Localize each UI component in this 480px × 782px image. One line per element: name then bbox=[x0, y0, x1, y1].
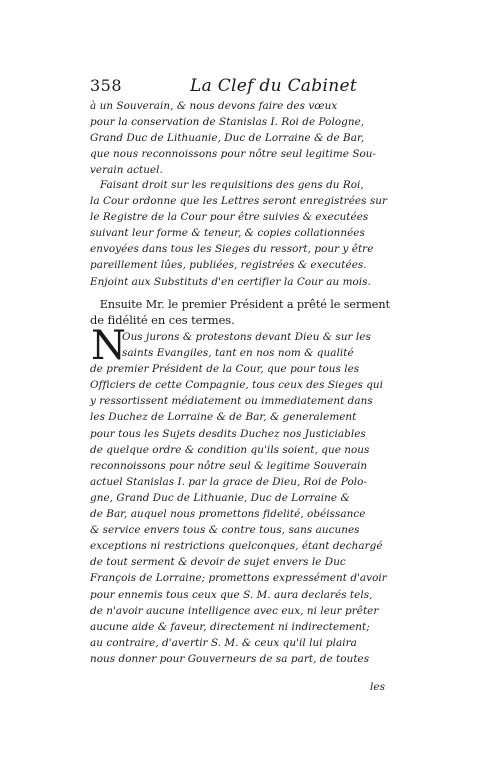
text-line: pour tous les Sujets desdits Duchez nos Justiciables bbox=[90, 427, 366, 440]
text-line: pareillement lûes, publiées, registrées & executées. bbox=[90, 259, 367, 272]
text-line: aucune aide & faveur, directement ni indirectement; bbox=[90, 620, 370, 633]
paragraph-2 bbox=[90, 177, 390, 290]
text-line: pour la conservation de Stanislas I. Roi de Pologne, bbox=[90, 116, 365, 129]
text-line: nous donner pour Gouverneurs de sa part, de toutes bbox=[90, 652, 370, 665]
text-line: de premier Président de la Cour, que pour tous les bbox=[90, 363, 360, 376]
text-line: reconnoissons pour nôtre seul & legitime Souverain bbox=[90, 459, 368, 472]
text-line: les Duchez de Lorraine & de Bar, & generalement bbox=[90, 411, 357, 424]
text-line: François de Lorraine; promettons expressément d'avoir bbox=[90, 572, 387, 585]
drop-cap: N bbox=[91, 323, 128, 369]
catchword: les bbox=[370, 681, 385, 693]
text-line: Faisant droit sur les requisitions des gens du Roi, bbox=[100, 179, 364, 191]
text-line: suivant leur forme & teneur, & copies collationnées bbox=[90, 227, 365, 240]
text-line: que nous reconnoissons pour nôtre seul legitime Sou- bbox=[90, 148, 377, 161]
text-line: pour ennemis tous ceux que S. M. aura declarés tels, bbox=[90, 588, 373, 601]
text-line: de tout serment & devoir de sujet envers le Duc bbox=[90, 556, 346, 569]
text-line: verain actuel. bbox=[90, 164, 163, 177]
text-line: exceptions ni restrictions quelconques, étant dechargé bbox=[90, 540, 383, 553]
text-line: actuel Stanislas I. par la grace de Dieu, Roi de Polo- bbox=[90, 475, 368, 488]
text-line: Ensuite Mr. le premier Président a prêté le serment bbox=[99, 297, 390, 311]
text-line: le Registre de la Cour pour être suivies & executées bbox=[90, 211, 369, 224]
page-number: 358 bbox=[90, 76, 123, 95]
page-header bbox=[90, 76, 390, 98]
text-line: Ous jurons & protestons devant Dieu & sur les bbox=[122, 331, 371, 343]
text-line: Enjoint aux Substituts d'en certifier la Cour au mois. bbox=[90, 275, 371, 288]
text-line: la Cour ordonne que les Lettres seront enregistrées sur bbox=[90, 195, 387, 208]
text-line: saints Evangiles, tant en nos nom & qualité bbox=[122, 347, 354, 360]
text-line: Grand Duc de Lithuanie, Duc de Lorraine & de Bar, bbox=[90, 132, 365, 145]
text-line: y ressortissent médiatement ou immediatement dans bbox=[90, 395, 373, 408]
text-line: de Bar, auquel nous promettons fidelité, obéissance bbox=[90, 508, 366, 521]
paragraph-3 bbox=[90, 296, 390, 328]
text-line: de fidélité en ces termes. bbox=[90, 313, 235, 328]
text-line: gne, Grand Duc de Lithuanie, Duc de Lorraine & bbox=[90, 491, 350, 504]
text-line: au contraire, d'avertir S. M. & ceux qu'il lui plaira bbox=[90, 636, 357, 649]
text-line: & service envers tous & contre tous, sans aucunes bbox=[90, 524, 360, 537]
text-line: à un Souverain, & nous devons faire des vœux bbox=[90, 100, 338, 112]
oath-paragraph bbox=[90, 329, 390, 667]
running-title: La Clef du Cabinet bbox=[190, 76, 357, 96]
text-line: de n'avoir aucune intelligence avec eux, ni leur prêter bbox=[90, 604, 379, 617]
text-line: envoyées dans tous les Sieges du ressort, pour y être bbox=[90, 243, 374, 256]
paragraph-1 bbox=[90, 98, 390, 178]
text-line: de quelque ordre & condition qu'ils soient, que nous bbox=[90, 443, 370, 456]
text-line: Officiers de cette Compagnie, tous ceux des Sieges qui bbox=[90, 379, 384, 392]
